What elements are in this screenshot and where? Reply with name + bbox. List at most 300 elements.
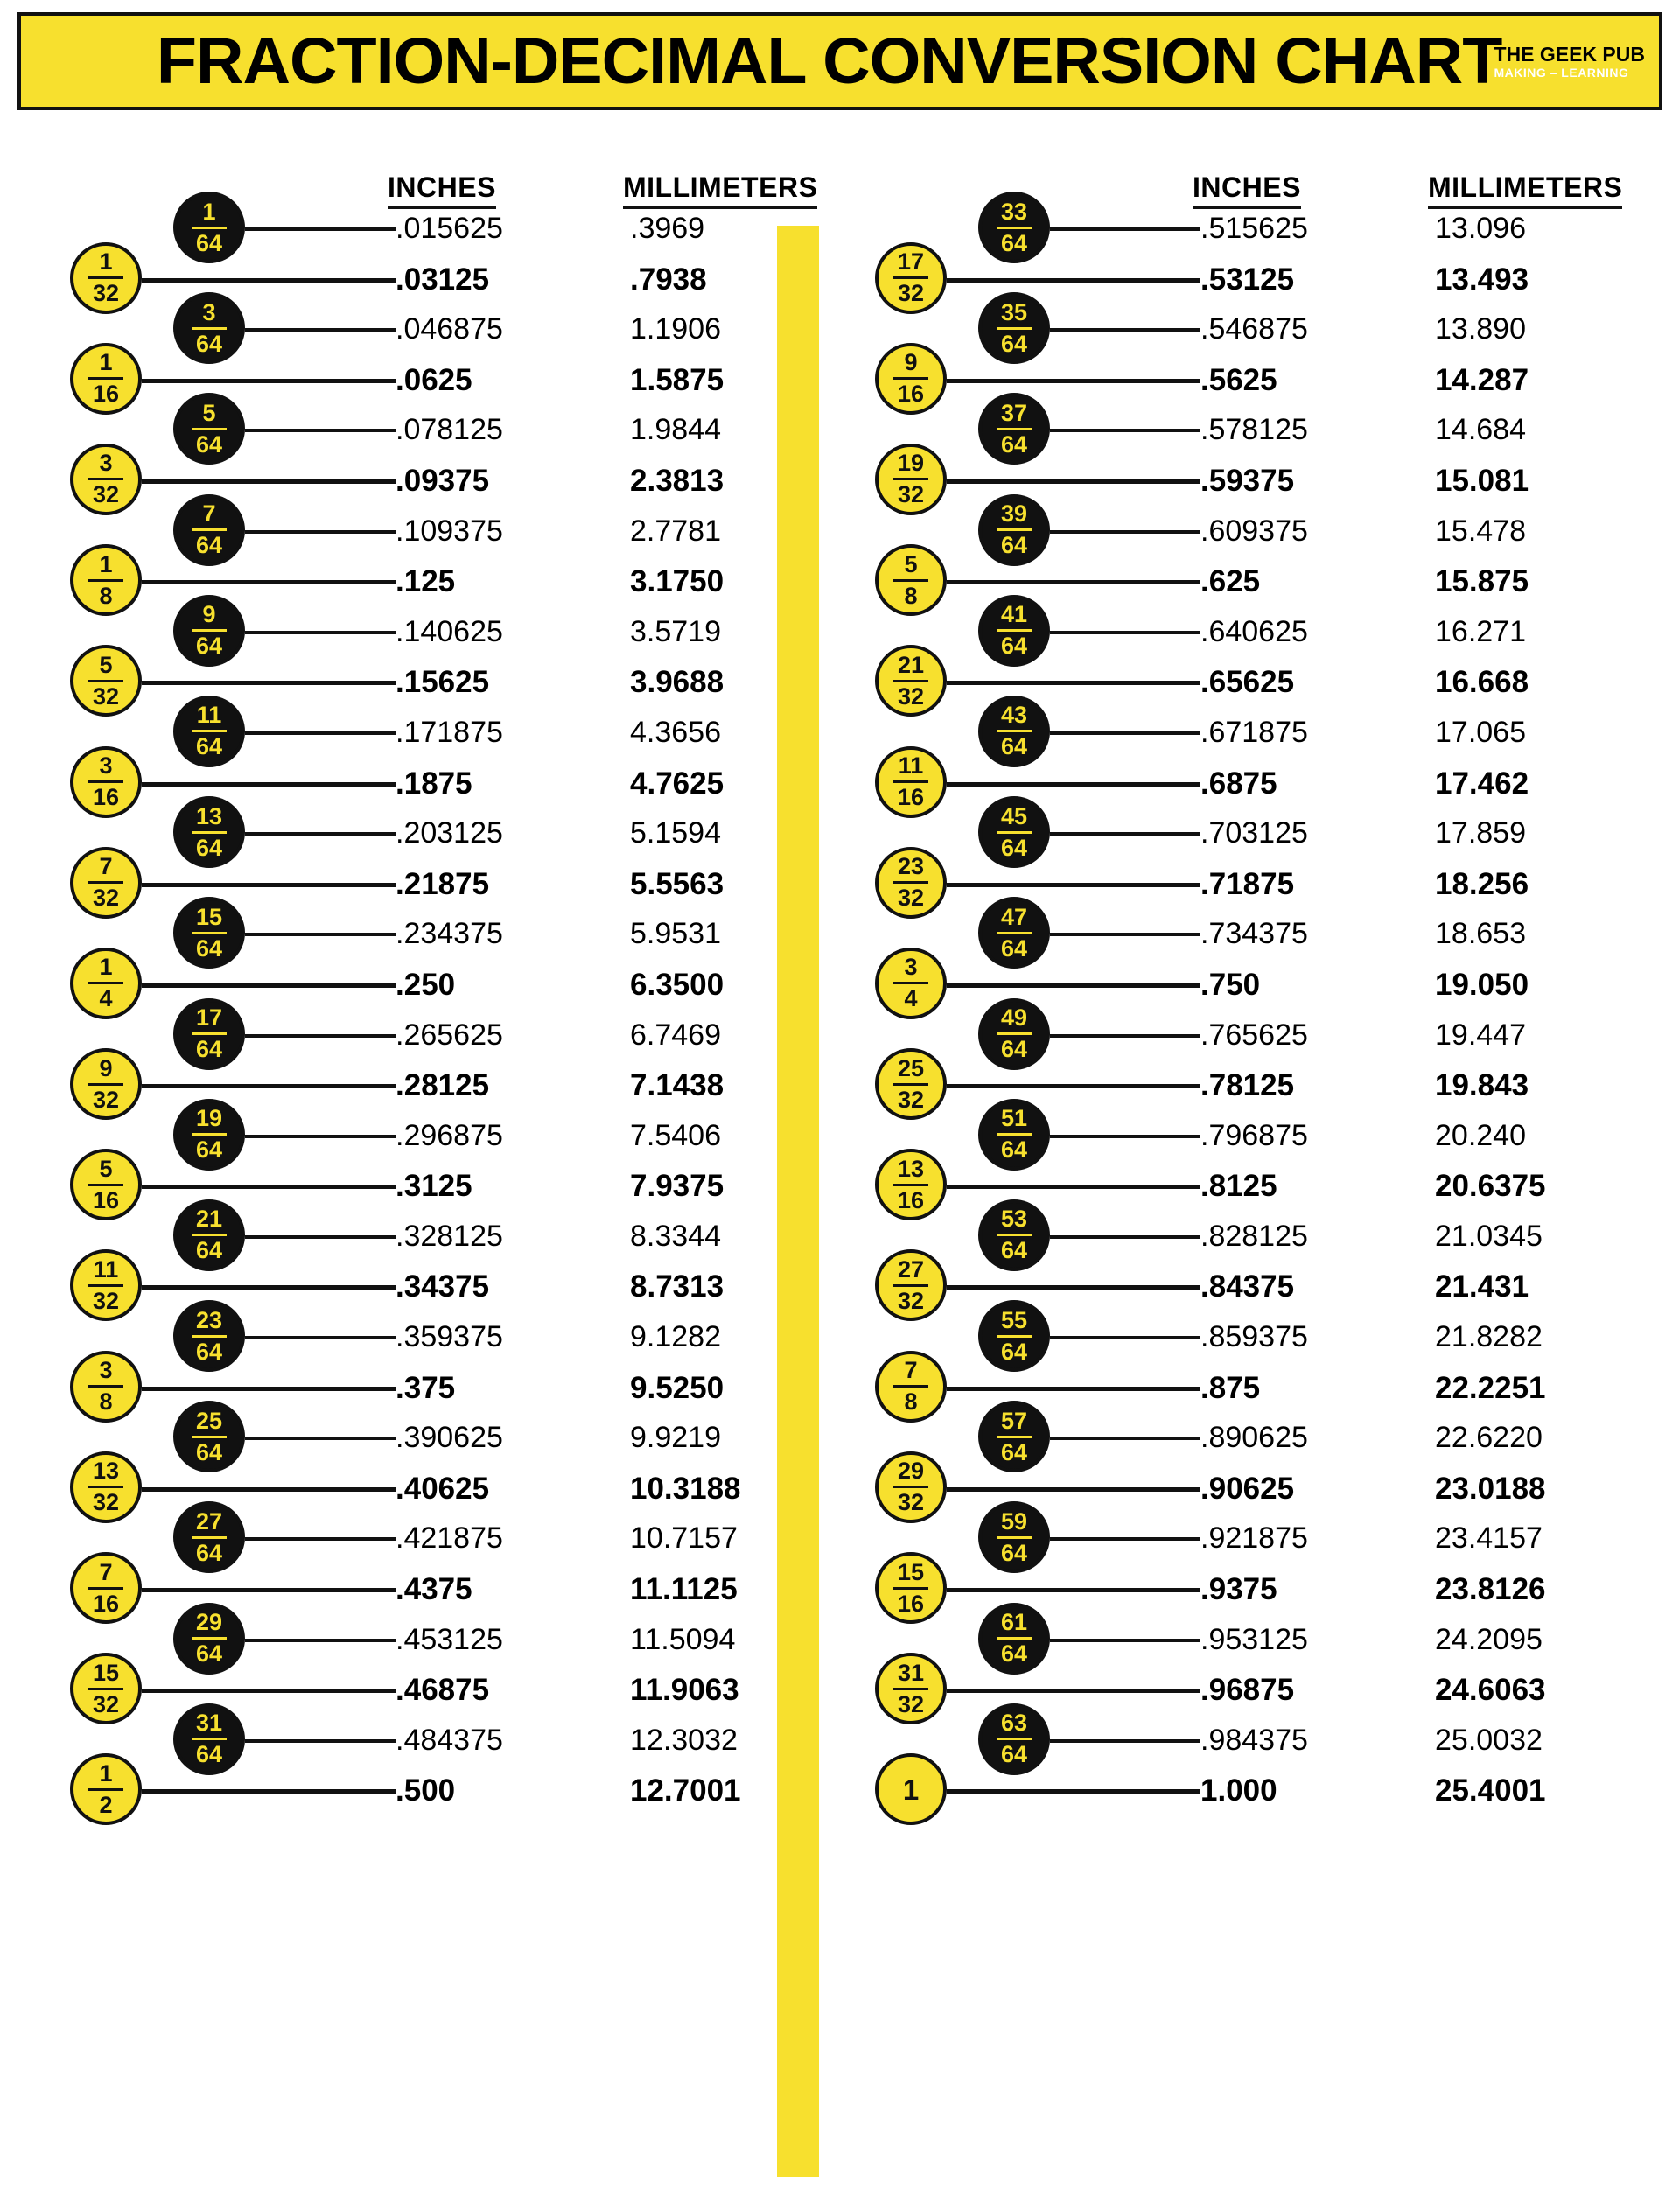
decimal-value: .046875 bbox=[396, 312, 503, 346]
connector-line bbox=[947, 681, 1200, 685]
millimeter-value: 15.478 bbox=[1435, 514, 1526, 548]
connector-line bbox=[245, 1437, 396, 1440]
decimal-value: .234375 bbox=[396, 917, 503, 951]
fraction-badge bbox=[875, 847, 947, 919]
fraction-bar bbox=[997, 831, 1032, 834]
connector-line bbox=[947, 580, 1200, 584]
decimal-value: .53125 bbox=[1200, 262, 1295, 297]
fraction-badge bbox=[875, 242, 947, 314]
connector-line bbox=[1050, 1437, 1200, 1440]
table-row bbox=[831, 1357, 1584, 1416]
fraction-denominator: 64 bbox=[1000, 934, 1028, 962]
fraction-numerator: 57 bbox=[1000, 1407, 1028, 1434]
decimal-value: .375 bbox=[396, 1370, 456, 1405]
fraction-badge bbox=[173, 393, 245, 465]
fraction-bar bbox=[997, 730, 1032, 732]
table-row bbox=[831, 1105, 1584, 1164]
table-row bbox=[831, 802, 1584, 861]
decimal-value: .359375 bbox=[396, 1320, 503, 1354]
fraction-numerator: 45 bbox=[1000, 802, 1028, 829]
fraction-bar bbox=[88, 276, 123, 279]
table-row bbox=[26, 1458, 779, 1516]
fraction-denominator: 64 bbox=[1000, 229, 1028, 256]
decimal-value: .90625 bbox=[1200, 1471, 1295, 1506]
connector-line bbox=[245, 1639, 396, 1642]
connector-line bbox=[1050, 1336, 1200, 1339]
fraction-badge bbox=[978, 494, 1050, 566]
fraction-numerator: 29 bbox=[195, 1609, 223, 1636]
fraction-bar bbox=[997, 1436, 1032, 1438]
millimeter-value: 12.3032 bbox=[630, 1723, 738, 1757]
fraction-denominator: 64 bbox=[195, 733, 223, 760]
fraction-bar bbox=[997, 1335, 1032, 1338]
connector-line bbox=[1050, 832, 1200, 836]
connector-line bbox=[142, 983, 396, 988]
fraction-badge bbox=[875, 1451, 947, 1523]
fraction-badge bbox=[70, 1149, 142, 1220]
connector-line bbox=[245, 832, 396, 836]
fraction-denominator: 64 bbox=[1000, 733, 1028, 760]
fraction-numerator: 21 bbox=[195, 1206, 223, 1233]
fraction-denominator: 64 bbox=[1000, 1741, 1028, 1768]
fraction-badge bbox=[173, 1703, 245, 1775]
millimeter-value: 12.7001 bbox=[630, 1773, 741, 1808]
millimeter-value: 1.5875 bbox=[630, 362, 724, 397]
fraction-numerator: 11 bbox=[196, 702, 222, 729]
column-header-left-millimeters: MILLIMETERS bbox=[623, 171, 817, 209]
millimeter-value: 1.9844 bbox=[630, 413, 721, 447]
fraction-numerator: 25 bbox=[897, 1054, 925, 1081]
fraction-denominator: 32 bbox=[897, 280, 925, 307]
connector-line bbox=[142, 1789, 396, 1794]
fraction-badge bbox=[173, 1603, 245, 1675]
table-row bbox=[831, 248, 1584, 307]
millimeter-value: 11.5094 bbox=[630, 1622, 736, 1656]
fraction-bar bbox=[893, 881, 928, 884]
millimeter-value: 22.6220 bbox=[1435, 1421, 1543, 1455]
connector-line bbox=[142, 681, 396, 685]
table-row bbox=[831, 1507, 1584, 1566]
millimeter-value: 10.3188 bbox=[630, 1471, 741, 1506]
millimeter-value: 19.447 bbox=[1435, 1018, 1526, 1052]
conversion-table-left bbox=[26, 198, 779, 1818]
table-row bbox=[26, 1609, 779, 1668]
fraction-denominator: 64 bbox=[195, 1640, 223, 1668]
fraction-bar bbox=[997, 1637, 1032, 1640]
millimeter-value: 3.9688 bbox=[630, 665, 724, 700]
fraction-numerator: 51 bbox=[1000, 1105, 1028, 1132]
table-row bbox=[831, 1458, 1584, 1516]
table-row bbox=[26, 1206, 779, 1264]
decimal-value: .21875 bbox=[396, 866, 490, 901]
table-row bbox=[26, 702, 779, 760]
decimal-value: .65625 bbox=[1200, 665, 1295, 700]
fraction-badge bbox=[875, 948, 947, 1019]
fraction-bar bbox=[88, 982, 123, 984]
table-row bbox=[26, 198, 779, 256]
fraction-numerator: 15 bbox=[897, 1558, 925, 1585]
fraction-numerator: 5 bbox=[99, 651, 113, 678]
fraction-denominator: 32 bbox=[897, 682, 925, 710]
fraction-denominator: 64 bbox=[1000, 430, 1028, 458]
millimeter-value: 21.8282 bbox=[1435, 1320, 1543, 1354]
millimeter-value: 24.2095 bbox=[1435, 1622, 1543, 1656]
fraction-bar bbox=[88, 1385, 123, 1388]
connector-line bbox=[245, 1739, 396, 1743]
fraction-badge bbox=[875, 444, 947, 515]
fraction-denominator: 64 bbox=[195, 1136, 223, 1164]
millimeter-value: 4.3656 bbox=[630, 715, 721, 749]
fraction-bar bbox=[88, 478, 123, 480]
millimeter-value: 20.6375 bbox=[1435, 1169, 1546, 1204]
connector-line bbox=[142, 1084, 396, 1088]
fraction-denominator: 32 bbox=[897, 1287, 925, 1314]
fraction-bar bbox=[997, 1133, 1032, 1136]
decimal-value: .625 bbox=[1200, 564, 1261, 599]
table-row bbox=[26, 903, 779, 962]
decimal-value: .34375 bbox=[396, 1269, 490, 1304]
millimeter-value: 15.875 bbox=[1435, 564, 1530, 599]
connector-line bbox=[1050, 1135, 1200, 1138]
fraction-denominator: 64 bbox=[195, 1741, 223, 1768]
fraction-badge bbox=[875, 1149, 947, 1220]
fraction-badge bbox=[70, 847, 142, 919]
table-row bbox=[831, 853, 1584, 912]
connector-line bbox=[1050, 227, 1200, 231]
connector-line bbox=[142, 782, 396, 787]
fraction-badge bbox=[173, 494, 245, 566]
connector-line bbox=[947, 1487, 1200, 1492]
fraction-bar bbox=[88, 377, 123, 380]
decimal-value: .796875 bbox=[1200, 1118, 1308, 1152]
fraction-denominator: 64 bbox=[195, 633, 223, 660]
fraction-bar bbox=[893, 1587, 928, 1590]
millimeter-value: 6.3500 bbox=[630, 967, 724, 1002]
fraction-denominator: 32 bbox=[92, 885, 120, 912]
fraction-badge bbox=[978, 897, 1050, 969]
fraction-denominator: 64 bbox=[195, 532, 223, 559]
fraction-denominator: 64 bbox=[1000, 633, 1028, 660]
connector-line bbox=[245, 631, 396, 634]
fraction-numerator: 13 bbox=[195, 802, 223, 829]
millimeter-value: 13.096 bbox=[1435, 212, 1526, 245]
table-row bbox=[26, 752, 779, 811]
millimeter-value: 9.5250 bbox=[630, 1370, 724, 1405]
connector-line bbox=[142, 580, 396, 584]
connector-line bbox=[947, 983, 1200, 988]
fraction-bar bbox=[88, 881, 123, 884]
fraction-denominator: 64 bbox=[1000, 1438, 1028, 1465]
millimeter-value: 6.7469 bbox=[630, 1018, 721, 1052]
fraction-badge bbox=[70, 343, 142, 415]
decimal-value: .84375 bbox=[1200, 1269, 1295, 1304]
decimal-value: .6875 bbox=[1200, 766, 1278, 801]
fraction-badge bbox=[875, 1753, 947, 1825]
fraction-numerator: 3 bbox=[99, 752, 113, 780]
millimeter-value: 2.3813 bbox=[630, 463, 724, 498]
table-row bbox=[831, 1255, 1584, 1314]
fraction-bar bbox=[893, 1486, 928, 1488]
page-title: FRACTION-DECIMAL CONVERSION CHART bbox=[156, 24, 1502, 97]
brand-tagline: MAKING – LEARNING bbox=[1494, 66, 1629, 80]
connector-line bbox=[245, 1235, 396, 1239]
decimal-value: .96875 bbox=[1200, 1673, 1295, 1708]
millimeter-value: 22.2251 bbox=[1435, 1370, 1546, 1405]
decimal-value: .15625 bbox=[396, 665, 490, 700]
millimeter-value: 16.271 bbox=[1435, 614, 1526, 648]
table-row bbox=[26, 298, 779, 357]
fraction-badge bbox=[978, 1603, 1050, 1675]
millimeter-value: 8.3344 bbox=[630, 1219, 721, 1253]
fraction-numerator: 31 bbox=[897, 1659, 925, 1686]
fraction-badge bbox=[173, 1300, 245, 1372]
fraction-numerator: 11 bbox=[898, 752, 924, 780]
connector-line bbox=[947, 1185, 1200, 1189]
decimal-value: .09375 bbox=[396, 463, 490, 498]
millimeter-value: 11.1125 bbox=[630, 1572, 738, 1607]
connector-line bbox=[245, 429, 396, 432]
decimal-value: .671875 bbox=[1200, 715, 1308, 749]
fraction-bar bbox=[88, 1083, 123, 1086]
fraction-denominator: 16 bbox=[897, 381, 925, 408]
fraction-badge bbox=[173, 192, 245, 263]
fraction-denominator: 16 bbox=[897, 1590, 925, 1617]
fraction-denominator: 64 bbox=[195, 1338, 223, 1365]
fraction-bar bbox=[192, 1436, 227, 1438]
fraction-numerator: 1 bbox=[99, 1759, 113, 1787]
table-row bbox=[831, 1004, 1584, 1062]
fraction-bar bbox=[893, 1083, 928, 1086]
fraction-numerator: 33 bbox=[1000, 198, 1028, 225]
brand-block bbox=[1494, 44, 1645, 80]
fraction-bar bbox=[893, 982, 928, 984]
fraction-numerator: 1 bbox=[99, 349, 113, 376]
fraction-numerator: 1 bbox=[99, 550, 113, 577]
fraction-denominator: 64 bbox=[195, 430, 223, 458]
fraction-denominator: 64 bbox=[1000, 1036, 1028, 1062]
table-row bbox=[831, 1558, 1584, 1617]
fraction-denominator: 32 bbox=[897, 1086, 925, 1113]
connector-line bbox=[1050, 1739, 1200, 1743]
millimeter-value: 5.5563 bbox=[630, 866, 724, 901]
fraction-bar bbox=[893, 1688, 928, 1690]
table-row bbox=[831, 349, 1584, 408]
millimeter-value: 25.0032 bbox=[1435, 1723, 1543, 1757]
connector-line bbox=[142, 1588, 396, 1592]
fraction-numerator: 15 bbox=[92, 1659, 120, 1686]
table-row bbox=[831, 702, 1584, 760]
connector-line bbox=[1050, 429, 1200, 432]
fraction-numerator: 31 bbox=[195, 1710, 223, 1737]
fraction-badge bbox=[875, 1351, 947, 1423]
millimeter-value: 17.859 bbox=[1435, 816, 1526, 850]
fraction-denominator: 32 bbox=[92, 481, 120, 508]
fraction-denominator: 16 bbox=[897, 1186, 925, 1213]
decimal-value: .859375 bbox=[1200, 1320, 1308, 1354]
table-row bbox=[831, 601, 1584, 660]
millimeter-value: 20.240 bbox=[1435, 1118, 1526, 1152]
millimeter-value: 21.431 bbox=[1435, 1269, 1530, 1304]
table-row bbox=[26, 1357, 779, 1416]
table-row bbox=[831, 198, 1584, 256]
table-row bbox=[831, 1710, 1584, 1768]
millimeter-value: .7938 bbox=[630, 262, 707, 297]
fraction-numerator: 7 bbox=[99, 1558, 113, 1585]
fraction-denominator: 64 bbox=[1000, 1640, 1028, 1668]
table-row bbox=[26, 853, 779, 912]
fraction-badge bbox=[978, 595, 1050, 667]
decimal-value: .265625 bbox=[396, 1018, 503, 1052]
decimal-value: .250 bbox=[396, 967, 456, 1002]
decimal-value: .484375 bbox=[396, 1723, 503, 1757]
decimal-value: .578125 bbox=[1200, 413, 1308, 447]
fraction-badge bbox=[875, 1048, 947, 1120]
fraction-bar bbox=[192, 1032, 227, 1035]
fraction-bar bbox=[192, 730, 227, 732]
fraction-badge bbox=[978, 1300, 1050, 1372]
fraction-denominator: 64 bbox=[1000, 532, 1028, 559]
fraction-denominator: 32 bbox=[897, 885, 925, 912]
millimeter-value: 14.684 bbox=[1435, 413, 1526, 447]
table-row bbox=[26, 1659, 779, 1717]
fraction-denominator: 64 bbox=[1000, 1136, 1028, 1164]
fraction-bar bbox=[88, 1284, 123, 1287]
fraction-denominator: 16 bbox=[92, 1186, 120, 1213]
table-row bbox=[831, 903, 1584, 962]
fraction-denominator: 2 bbox=[99, 1791, 113, 1818]
fraction-bar bbox=[192, 629, 227, 632]
fraction-bar bbox=[192, 428, 227, 430]
decimal-value: .015625 bbox=[396, 212, 503, 245]
fraction-numerator: 41 bbox=[1000, 601, 1028, 628]
fraction-numerator: 7 bbox=[99, 853, 113, 880]
table-row bbox=[26, 1155, 779, 1213]
connector-line bbox=[245, 933, 396, 936]
connector-line bbox=[947, 1789, 1200, 1794]
fraction-numerator: 9 bbox=[202, 601, 216, 628]
fraction-badge bbox=[875, 1552, 947, 1624]
millimeter-value: 5.9531 bbox=[630, 917, 721, 951]
table-row bbox=[831, 1765, 1584, 1815]
fraction-denominator: 16 bbox=[92, 784, 120, 811]
fraction-bar bbox=[997, 932, 1032, 934]
fraction-badge bbox=[875, 645, 947, 717]
millimeter-value: 21.0345 bbox=[1435, 1219, 1543, 1253]
fraction-bar bbox=[997, 227, 1032, 229]
table-row bbox=[26, 1306, 779, 1365]
connector-line bbox=[947, 379, 1200, 383]
fraction-numerator: 29 bbox=[897, 1458, 925, 1485]
column-header-right-inches: INCHES bbox=[1193, 171, 1301, 209]
fraction-numerator: 35 bbox=[1000, 298, 1028, 325]
table-row bbox=[26, 399, 779, 458]
fraction-numerator: 19 bbox=[897, 450, 925, 477]
fraction-bar bbox=[192, 1738, 227, 1740]
fraction-numerator: 5 bbox=[202, 399, 216, 426]
decimal-value: .953125 bbox=[1200, 1622, 1308, 1656]
fraction-bar bbox=[192, 1133, 227, 1136]
fraction-denominator: 64 bbox=[195, 1539, 223, 1566]
fraction-denominator: 32 bbox=[897, 1690, 925, 1717]
decimal-value: .421875 bbox=[396, 1521, 503, 1556]
fraction-bar bbox=[997, 428, 1032, 430]
fraction-badge bbox=[978, 1501, 1050, 1573]
table-row bbox=[831, 954, 1584, 1012]
center-divider bbox=[777, 226, 819, 2177]
fraction-bar bbox=[88, 1184, 123, 1186]
fraction-numerator: 5 bbox=[904, 550, 918, 577]
millimeter-value: 4.7625 bbox=[630, 766, 724, 801]
table-row bbox=[26, 450, 779, 508]
table-row bbox=[26, 1004, 779, 1062]
decimal-value: .203125 bbox=[396, 816, 503, 850]
connector-line bbox=[142, 1387, 396, 1391]
fraction-badge bbox=[173, 796, 245, 868]
fraction-bar bbox=[88, 579, 123, 582]
decimal-value: .8125 bbox=[1200, 1169, 1278, 1204]
fraction-denominator: 16 bbox=[897, 784, 925, 811]
fraction-numerator: 5 bbox=[99, 1155, 113, 1182]
fraction-numerator: 23 bbox=[897, 853, 925, 880]
fraction-denominator: 8 bbox=[904, 1388, 918, 1416]
fraction-bar bbox=[997, 528, 1032, 531]
table-row bbox=[831, 298, 1584, 357]
fraction-bar bbox=[997, 1536, 1032, 1539]
connector-line bbox=[1050, 631, 1200, 634]
table-row bbox=[831, 450, 1584, 508]
table-row bbox=[26, 349, 779, 408]
fraction-denominator: 64 bbox=[195, 1237, 223, 1264]
header-banner bbox=[18, 12, 1662, 110]
fraction-bar bbox=[192, 327, 227, 330]
fraction-numerator: 3 bbox=[99, 1357, 113, 1384]
connector-line bbox=[1050, 530, 1200, 534]
fraction-bar bbox=[192, 528, 227, 531]
decimal-value: 1.000 bbox=[1200, 1773, 1278, 1808]
millimeter-value: 13.890 bbox=[1435, 312, 1526, 346]
fraction-bar bbox=[997, 1234, 1032, 1236]
connector-line bbox=[1050, 1034, 1200, 1038]
table-row bbox=[26, 1558, 779, 1617]
fraction-denominator: 64 bbox=[1000, 834, 1028, 861]
fraction-denominator: 32 bbox=[92, 1287, 120, 1314]
table-row bbox=[26, 802, 779, 861]
fraction-denominator: 32 bbox=[92, 1690, 120, 1717]
fraction-numerator: 3 bbox=[202, 298, 216, 325]
decimal-value: .296875 bbox=[396, 1118, 503, 1152]
fraction-bar bbox=[192, 227, 227, 229]
millimeter-value: 14.287 bbox=[1435, 362, 1530, 397]
fraction-bar bbox=[88, 1788, 123, 1791]
fraction-numerator: 49 bbox=[1000, 1004, 1028, 1031]
fraction-numerator: 55 bbox=[1000, 1306, 1028, 1333]
fraction-badge bbox=[978, 192, 1050, 263]
fraction-bar bbox=[192, 1536, 227, 1539]
fraction-bar bbox=[893, 377, 928, 380]
millimeter-value: 15.081 bbox=[1435, 463, 1530, 498]
fraction-badge bbox=[978, 393, 1050, 465]
fraction-badge bbox=[978, 1199, 1050, 1271]
fraction-badge bbox=[173, 1199, 245, 1271]
table-row bbox=[831, 399, 1584, 458]
fraction-badge bbox=[70, 1451, 142, 1523]
fraction-badge bbox=[173, 998, 245, 1070]
fraction-bar bbox=[997, 629, 1032, 632]
fraction-bar bbox=[192, 1335, 227, 1338]
fraction-denominator: 8 bbox=[99, 1388, 113, 1416]
connector-line bbox=[947, 1285, 1200, 1290]
connector-line bbox=[1050, 1639, 1200, 1642]
